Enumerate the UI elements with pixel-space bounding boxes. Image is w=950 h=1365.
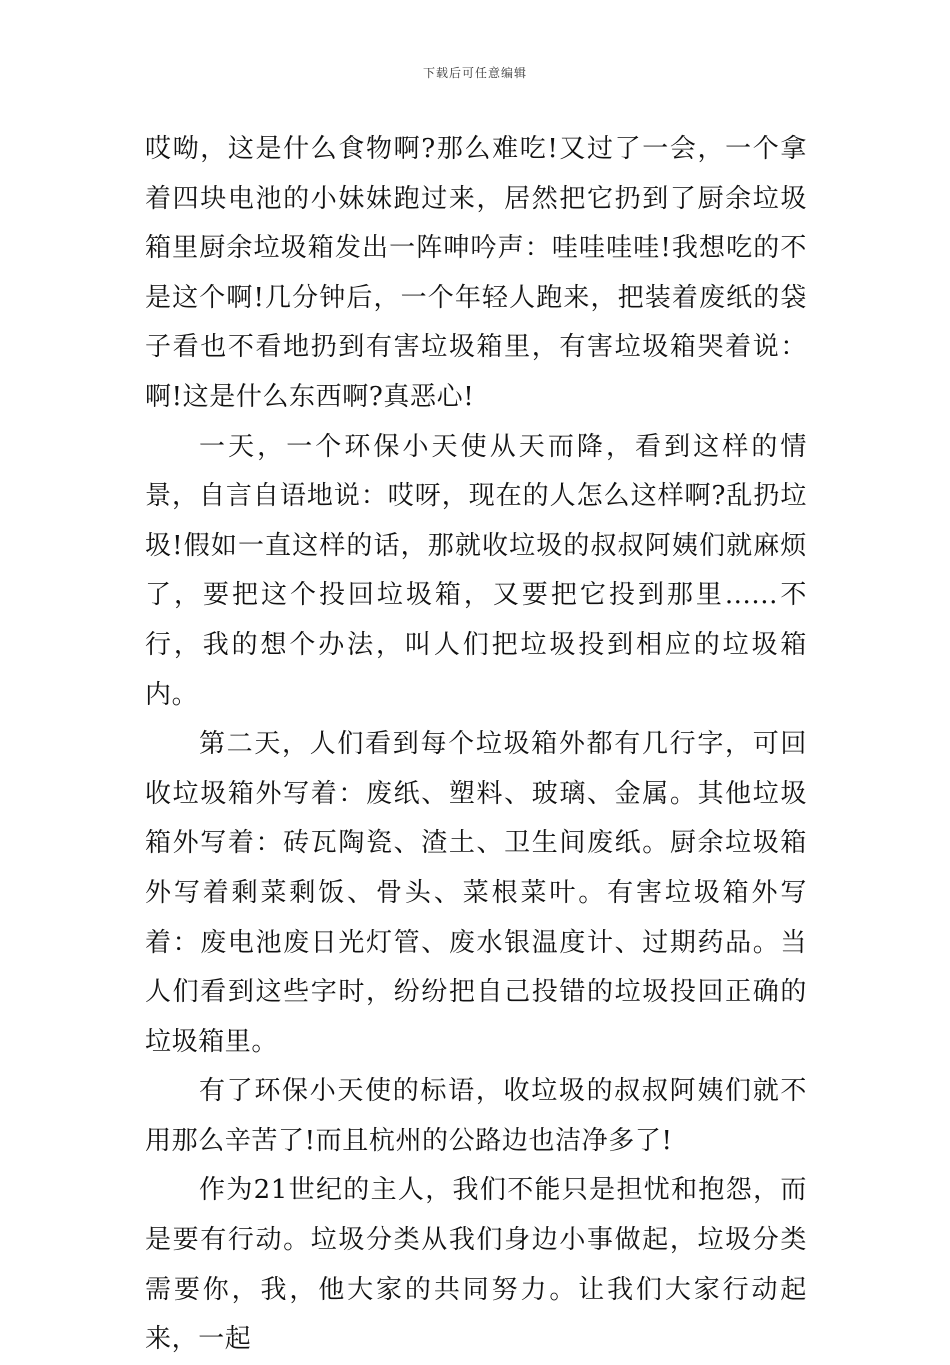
paragraph-3: 第二天，人们看到每个垃圾箱外都有几行字，可回收垃圾箱外写着：废纸、塑料、玻璃、金属。其他垃圾箱外写着：砖瓦陶瓷、渣土、卫生间废纸。厨余垃圾箱外写着剩菜剩饭、骨头、菜根菜叶。有害垃圾箱外写着：废电池废日光灯管、废水银温度计、过期药品。当人们看到这些字时，纷纷把自己投错的垃圾投回正确的垃圾箱里。 — [145, 729, 807, 1057]
paragraph-5: 作为21世纪的主人，我们不能只是担忧和抱怨，而是要有行动。垃圾分类从我们身边小事做起，垃圾分类需要你，我，他大家的共同努力。让我们大家行动起来，一起 — [145, 1175, 807, 1355]
paragraph-4: 有了环保小天使的标语，收垃圾的叔叔阿姨们就不用那么辛苦了!而且杭州的公路边也洁净多了! — [145, 1076, 807, 1156]
document-body — [145, 125, 807, 1365]
paragraph-1: 哎呦，这是什么食物啊?那么难吃!又过了一会，一个拿着四块电池的小妹妹跑过来，居然把它扔到了厨余垃圾箱里厨余垃圾箱发出一阵呻吟声：哇哇哇哇!我想吃的不是这个啊!几分钟后，一个年轻人跑来，把装着废纸的袋子看也不看地扔到有害垃圾箱里，有害垃圾箱哭着说：啊!这是什么东西啊?真恶心! — [145, 134, 807, 412]
paragraph-2: 一天，一个环保小天使从天而降，看到这样的情景，自言自语地说：哎呀，现在的人怎么这样啊?乱扔垃圾!假如一直这样的话，那就收垃圾的叔叔阿姨们就麻烦了，要把这个投回垃圾箱，又要把它投到那里......不行，我的想个办法，叫人们把垃圾投到相应的垃圾箱内。 — [145, 431, 807, 710]
page-header: 下载后可任意编辑 — [422, 66, 527, 80]
